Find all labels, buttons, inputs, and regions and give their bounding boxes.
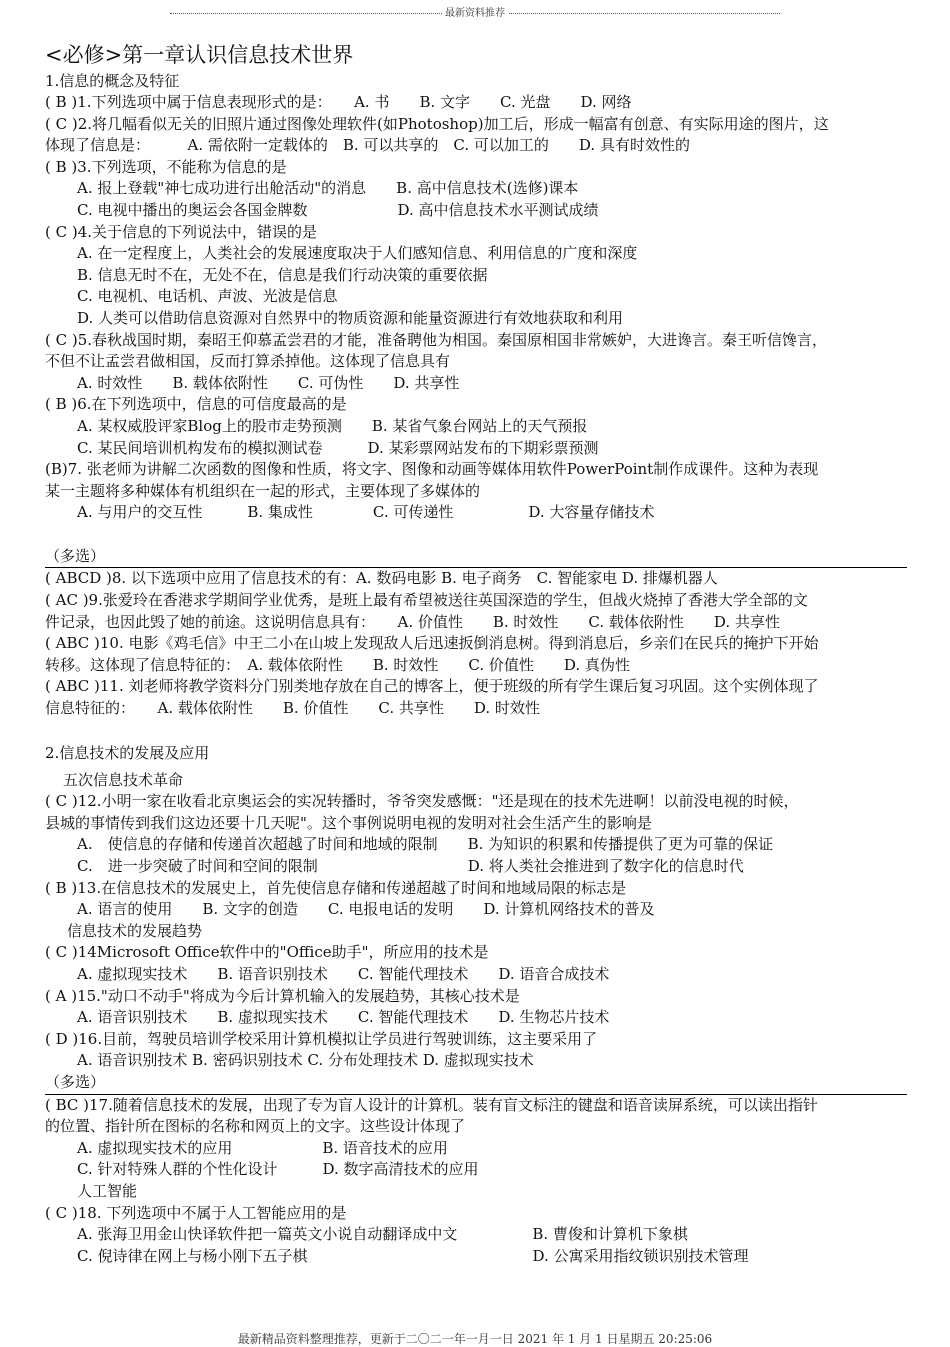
question-14-options: A. 虚拟现实技术 B. 语音识别技术 C. 智能代理技术 D. 语音合成技术 — [77, 964, 610, 983]
subheading-revolutions: 五次信息技术革命 — [63, 770, 184, 789]
subheading-ai: 人工智能 — [77, 1181, 138, 1200]
question-17-options-1: A. 虚拟现实技术的应用 B. 语音技术的应用 — [77, 1138, 448, 1157]
question-9-line-2: 件记录，也因此毁了她的前途。这说明信息具有： A. 价值性 B. 时效性 C. 载体依附性 D. 共享性 — [45, 612, 780, 631]
question-10-line-1: ( ABC )10. 电影《鸡毛信》中王二小在山坡上发现敌人后迅速扳倒消息树。得到消息后，乡亲们在民兵的掩护下开始 — [45, 634, 819, 653]
page-title: <必修>第一章认识信息技术世界 — [45, 43, 354, 67]
document-body — [45, 40, 907, 1267]
question-18: ( C )18. 下列选项中不属于人工智能应用的是 — [45, 1203, 347, 1222]
question-6: ( B )6.在下列选项中，信息的可信度最高的是 — [45, 395, 347, 414]
question-15: ( A )15."动口不动手"将成为今后计算机输入的发展趋势，其核心技术是 — [45, 986, 520, 1005]
question-16-options: A. 语音识别技术 B. 密码识别技术 C. 分布处理技术 D. 虚拟现实技术 — [77, 1051, 534, 1070]
question-5-options: A. 时效性 B. 载体依附性 C. 可伪性 D. 共享性 — [77, 373, 460, 392]
spacer — [45, 720, 907, 742]
question-12-options-2: C. 进一步突破了时间和空间的限制 D. 将人类社会推进到了数字化的信息时代 — [77, 857, 744, 875]
question-17-options-2: C. 针对特殊人群的个性化设计 D. 数字高清技术的应用 — [77, 1160, 479, 1179]
question-2-line-2: 体现了信息是： A. 需依附一定载体的 B. 可以共享的 C. 可以加工的 D. 具有时效性的 — [45, 136, 690, 155]
header-text: 最新资料推荐 — [442, 4, 508, 19]
question-10-line-2: 转移。这体现了信息特征的： A. 载体依附性 B. 时效性 C. 价值性 D. 真伪性 — [45, 655, 630, 674]
question-12-options-1: A. 使信息的存储和传递首次超越了时间和地域的限制 B. 为知识的积累和传播提供了更为可靠的保证 — [77, 835, 774, 854]
question-3-options-2: C. 电视中播出的奥运会各国金牌数 D. 高中信息技术水平测试成绩 — [77, 200, 599, 219]
question-3-options-1: A. 报上登载"神七成功进行出舱活动"的消息 B. 高中信息技术(选修)课本 — [77, 179, 579, 198]
question-4-option-a: A. 在一定程度上，人类社会的发展速度取决于人们感知信息、利用信息的广度和深度 — [77, 244, 638, 263]
multi-select-label-2: （多选） — [45, 1072, 907, 1095]
question-9-line-1: ( AC )9.张爱玲在香港求学期间学业优秀，是班上最有希望被送往英国深造的学生，但战火烧掉了香港大学全部的文 — [45, 591, 808, 610]
page-header — [170, 4, 780, 18]
subheading-trends: 信息技术的发展趋势 — [67, 921, 203, 940]
question-4: ( C )4.关于信息的下列说法中，错误的是 — [45, 222, 318, 241]
question-5-line-1: ( C )5.春秋战国时期，秦昭王仰慕孟尝君的才能，准备聘他为相国。秦国原相国非常嫉妒，大进谗言。秦王听信馋言， — [45, 330, 828, 349]
question-13: ( B )13.在信息技术的发展史上，首先使信息存储和传递超越了时间和地域局限的标志是 — [45, 878, 627, 897]
page-footer: 最新精品资料整理推荐，更新于二〇二一年一月一日 2021 年 1 月 1 日星期五 20:25:06 — [237, 1332, 713, 1346]
question-7-options: A. 与用户的交互性 B. 集成性 C. 可传递性 D. 大容量存储技术 — [77, 503, 655, 522]
question-6-options-1: A. 某权威股评家Blog上的股市走势预测 B. 某省气象台网站上的天气预报 — [77, 416, 588, 435]
question-18-options-2: C. 倪诗律在网上与杨小刚下五子棋 D. 公寓采用指纹锁识别技术管理 — [77, 1246, 749, 1265]
question-16: ( D )16.目前，驾驶员培训学校采用计算机模拟让学员进行驾驶训练，这主要采用了 — [45, 1029, 598, 1048]
question-12-line-2: 县城的事情传到我们这边还要十几天呢"。这个事例说明电视的发明对社会生活产生的影响是 — [45, 813, 652, 832]
question-4-option-c: C. 电视机、电话机、声波、光波是信息 — [77, 287, 338, 306]
question-15-options: A. 语音识别技术 B. 虚拟现实技术 C. 智能代理技术 D. 生物芯片技术 — [77, 1008, 610, 1027]
question-17-line-1: ( BC )17.随着信息技术的发展，出现了专为盲人设计的计算机。装有盲文标注的键盘和语音读屏系统，可以读出指针 — [45, 1095, 818, 1114]
multi-select-label: （多选） — [45, 546, 907, 569]
question-14: ( C )14Microsoft Office软件中的"Office助手"，所应用的技术是 — [45, 943, 489, 962]
question-8: ( ABCD )8. 以下选项中应用了信息技术的有：A. 数码电影 B. 电子商务 C. 智能家电 D. 排爆机器人 — [45, 569, 718, 588]
question-11-line-1: ( ABC )11. 刘老师将教学资料分门别类地存放在自己的博客上，便于班级的所有学生课后复习巩固。这个实例体现了 — [45, 677, 819, 696]
question-18-options-1: A. 张海卫用金山快译软件把一篇英文小说自动翻译成中文 B. 曹俊和计算机下象棋 — [77, 1225, 688, 1244]
question-1: ( B )1.下列选项中属于信息表现形式的是： A. 书 B. 文字 C. 光盘 D. 网络 — [45, 93, 632, 111]
question-17-line-2: 的位置、指针所在图标的名称和网页上的文字。这些设计体现了 — [45, 1117, 466, 1136]
question-13-options: A. 语言的使用 B. 文字的创造 C. 电报电话的发明 D. 计算机网络技术的普及 — [77, 900, 655, 919]
question-11-line-2: 信息特征的： A. 载体依附性 B. 价值性 C. 共享性 D. 时效性 — [45, 699, 540, 718]
question-3: ( B )3.下列选项，不能称为信息的是 — [45, 157, 287, 176]
question-12-line-1: ( C )12.小明一家在收看北京奥运会的实况转播时，爷爷突发感慨："还是现在的技术先进啊！以前没电视的时候， — [45, 792, 799, 811]
question-7-line-2: 某一主题将多种媒体有机组织在一起的形式，主要体现了多媒体的 — [45, 481, 481, 500]
question-5-line-2: 不但不让孟尝君做相国，反而打算杀掉他。这体现了信息具有 — [45, 352, 451, 371]
spacer — [45, 524, 907, 546]
question-4-option-d: D. 人类可以借助信息资源对自然界中的物质资源和能量资源进行有效地获取和利用 — [77, 308, 624, 327]
section-heading-2: 2.信息技术的发展及应用 — [45, 743, 210, 762]
question-6-options-2: C. 某民间培训机构发布的模拟测试卷 D. 某彩票网站发布的下期彩票预测 — [77, 438, 599, 457]
section-heading-1: 1.信息的概念及特征 — [45, 72, 180, 90]
question-4-option-b: B. 信息无时不在，无处不在，信息是我们行动决策的重要依据 — [77, 265, 488, 284]
question-2-line-1: ( C )2.将几幅看似无关的旧照片通过图像处理软件(如Photoshop)加工后，形成一幅富有创意、有实际用途的图片，这 — [45, 114, 829, 133]
question-7-line-1: (B)7. 张老师为讲解二次函数的图像和性质，将文字、图像和动画等媒体用软件PowerPoint制作成课件。这种为表现 — [45, 460, 819, 479]
